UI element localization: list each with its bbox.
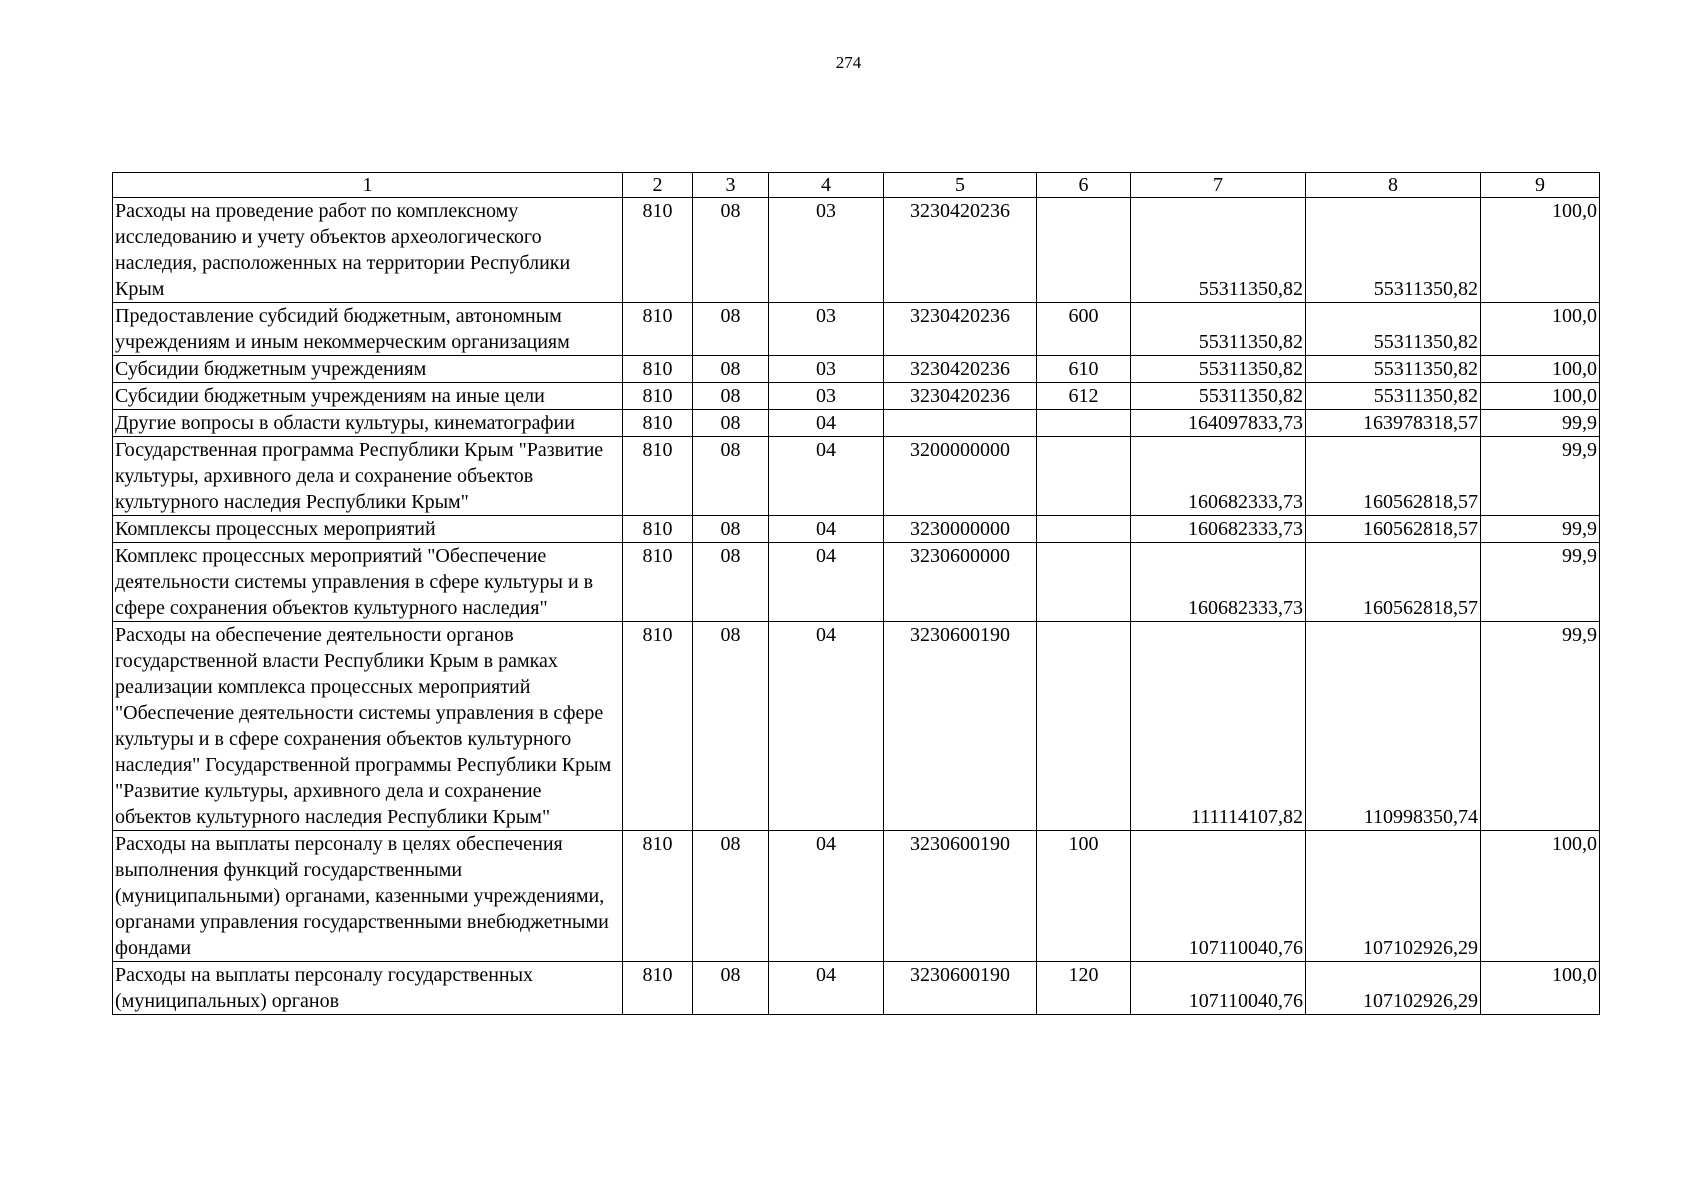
target-article-cell: 3230420236 xyxy=(884,198,1037,303)
actual-amount-cell: 107102926,29 xyxy=(1306,831,1481,962)
section-code-cell: 08 xyxy=(693,543,769,622)
execution-percent-cell: 99,9 xyxy=(1481,622,1600,831)
planned-amount-cell: 55311350,82 xyxy=(1131,383,1306,410)
grbs-code-cell: 810 xyxy=(623,516,693,543)
grbs-code-cell: 810 xyxy=(623,831,693,962)
grbs-code-cell: 810 xyxy=(623,543,693,622)
target-article-cell: 3230000000 xyxy=(884,516,1037,543)
table-row xyxy=(113,383,1600,410)
target-article-cell: 3230420236 xyxy=(884,383,1037,410)
budget-table xyxy=(112,172,1600,1015)
expense-name-cell: Государственная программа Республики Крым "Развитие культуры, архивного дела и сохранение объектов культурного наследия Республики Крым" xyxy=(113,437,623,516)
execution-percent-cell: 99,9 xyxy=(1481,516,1600,543)
target-article-cell: 3230420236 xyxy=(884,356,1037,383)
planned-amount-cell: 107110040,76 xyxy=(1131,831,1306,962)
actual-amount-cell: 55311350,82 xyxy=(1306,198,1481,303)
grbs-code-cell: 810 xyxy=(623,356,693,383)
section-code-cell: 08 xyxy=(693,622,769,831)
expense-type-cell: 612 xyxy=(1037,383,1131,410)
table-header-row xyxy=(113,173,1600,198)
expense-type-cell xyxy=(1037,437,1131,516)
subsection-code-cell: 04 xyxy=(769,622,884,831)
table-row xyxy=(113,410,1600,437)
subsection-code-cell: 04 xyxy=(769,410,884,437)
subsection-code-cell: 03 xyxy=(769,383,884,410)
expense-type-cell xyxy=(1037,410,1131,437)
execution-percent-cell: 100,0 xyxy=(1481,962,1600,1015)
actual-amount-cell: 55311350,82 xyxy=(1306,383,1481,410)
planned-amount-cell: 160682333,73 xyxy=(1131,543,1306,622)
actual-amount-cell: 55311350,82 xyxy=(1306,303,1481,356)
execution-percent-cell: 100,0 xyxy=(1481,303,1600,356)
subsection-code-cell: 04 xyxy=(769,543,884,622)
grbs-code-cell: 810 xyxy=(623,303,693,356)
expense-name-cell: Расходы на обеспечение деятельности органов государственной власти Республики Крым в рамках реализации комплекса процессных мероприятий "Обеспечение деятельности системы управления в сфере культуры и в сфере сохранения объектов культурного наследия" Государственной программы Республики Крым "Развитие культуры, архивного дела и сохранение объектов культурного наследия Республики Крым" xyxy=(113,622,623,831)
section-code-cell: 08 xyxy=(693,437,769,516)
grbs-code-cell: 810 xyxy=(623,383,693,410)
section-code-cell: 08 xyxy=(693,831,769,962)
header-col-9: 9 xyxy=(1481,173,1600,198)
table-row xyxy=(113,437,1600,516)
planned-amount-cell: 160682333,73 xyxy=(1131,516,1306,543)
header-col-7: 7 xyxy=(1131,173,1306,198)
header-col-8: 8 xyxy=(1306,173,1481,198)
actual-amount-cell: 160562818,57 xyxy=(1306,437,1481,516)
section-code-cell: 08 xyxy=(693,356,769,383)
section-code-cell: 08 xyxy=(693,516,769,543)
table-row xyxy=(113,356,1600,383)
expense-name-cell: Комплекс процессных мероприятий "Обеспечение деятельности системы управления в сфере культуры и в сфере сохранения объектов культурного наследия" xyxy=(113,543,623,622)
subsection-code-cell: 04 xyxy=(769,962,884,1015)
table-row xyxy=(113,198,1600,303)
table-row xyxy=(113,831,1600,962)
subsection-code-cell: 04 xyxy=(769,831,884,962)
subsection-code-cell: 03 xyxy=(769,303,884,356)
grbs-code-cell: 810 xyxy=(623,410,693,437)
header-col-1: 1 xyxy=(113,173,623,198)
section-code-cell: 08 xyxy=(693,383,769,410)
grbs-code-cell: 810 xyxy=(623,198,693,303)
grbs-code-cell: 810 xyxy=(623,962,693,1015)
expense-type-cell: 600 xyxy=(1037,303,1131,356)
actual-amount-cell: 110998350,74 xyxy=(1306,622,1481,831)
target-article-cell: 3230600190 xyxy=(884,622,1037,831)
actual-amount-cell: 160562818,57 xyxy=(1306,543,1481,622)
expense-name-cell: Предоставление субсидий бюджетным, автономным учреждениям и иным некоммерческим организациям xyxy=(113,303,623,356)
table-row xyxy=(113,962,1600,1015)
execution-percent-cell: 100,0 xyxy=(1481,383,1600,410)
expense-name-cell: Расходы на проведение работ по комплексному исследованию и учету объектов археологического наследия, расположенных на территории Республики Крым xyxy=(113,198,623,303)
target-article-cell: 3230600190 xyxy=(884,831,1037,962)
actual-amount-cell: 160562818,57 xyxy=(1306,516,1481,543)
expense-name-cell: Другие вопросы в области культуры, кинематографии xyxy=(113,410,623,437)
expense-type-cell: 610 xyxy=(1037,356,1131,383)
header-col-4: 4 xyxy=(769,173,884,198)
planned-amount-cell: 55311350,82 xyxy=(1131,303,1306,356)
header-col-5: 5 xyxy=(884,173,1037,198)
target-article-cell: 3230420236 xyxy=(884,303,1037,356)
header-col-6: 6 xyxy=(1037,173,1131,198)
target-article-cell: 3230600000 xyxy=(884,543,1037,622)
grbs-code-cell: 810 xyxy=(623,622,693,831)
table-row xyxy=(113,303,1600,356)
planned-amount-cell: 160682333,73 xyxy=(1131,437,1306,516)
expense-type-cell xyxy=(1037,516,1131,543)
expense-name-cell: Комплексы процессных мероприятий xyxy=(113,516,623,543)
actual-amount-cell: 55311350,82 xyxy=(1306,356,1481,383)
expense-type-cell xyxy=(1037,622,1131,831)
planned-amount-cell: 55311350,82 xyxy=(1131,356,1306,383)
section-code-cell: 08 xyxy=(693,303,769,356)
section-code-cell: 08 xyxy=(693,962,769,1015)
section-code-cell: 08 xyxy=(693,410,769,437)
target-article-cell: 3200000000 xyxy=(884,437,1037,516)
header-col-3: 3 xyxy=(693,173,769,198)
planned-amount-cell: 164097833,73 xyxy=(1131,410,1306,437)
target-article-cell: 3230600190 xyxy=(884,962,1037,1015)
page-number: 274 xyxy=(835,53,862,72)
section-code-cell: 08 xyxy=(693,198,769,303)
header-col-2: 2 xyxy=(623,173,693,198)
table-row xyxy=(113,543,1600,622)
execution-percent-cell: 99,9 xyxy=(1481,543,1600,622)
subsection-code-cell: 04 xyxy=(769,437,884,516)
subsection-code-cell: 04 xyxy=(769,516,884,543)
execution-percent-cell: 100,0 xyxy=(1481,198,1600,303)
actual-amount-cell: 163978318,57 xyxy=(1306,410,1481,437)
expense-name-cell: Субсидии бюджетным учреждениям xyxy=(113,356,623,383)
subsection-code-cell: 03 xyxy=(769,198,884,303)
planned-amount-cell: 107110040,76 xyxy=(1131,962,1306,1015)
planned-amount-cell: 111114107,82 xyxy=(1131,622,1306,831)
expense-type-cell: 100 xyxy=(1037,831,1131,962)
execution-percent-cell: 99,9 xyxy=(1481,410,1600,437)
expense-type-cell: 120 xyxy=(1037,962,1131,1015)
expense-type-cell xyxy=(1037,198,1131,303)
execution-percent-cell: 100,0 xyxy=(1481,831,1600,962)
table-row xyxy=(113,622,1600,831)
expense-type-cell xyxy=(1037,543,1131,622)
actual-amount-cell: 107102926,29 xyxy=(1306,962,1481,1015)
expense-name-cell: Расходы на выплаты персоналу государственных (муниципальных) органов xyxy=(113,962,623,1015)
subsection-code-cell: 03 xyxy=(769,356,884,383)
execution-percent-cell: 100,0 xyxy=(1481,356,1600,383)
table-row xyxy=(113,516,1600,543)
grbs-code-cell: 810 xyxy=(623,437,693,516)
target-article-cell xyxy=(884,410,1037,437)
planned-amount-cell: 55311350,82 xyxy=(1131,198,1306,303)
expense-name-cell: Субсидии бюджетным учреждениям на иные цели xyxy=(113,383,623,410)
execution-percent-cell: 99,9 xyxy=(1481,437,1600,516)
expense-name-cell: Расходы на выплаты персоналу в целях обеспечения выполнения функций государственными (муниципальными) органами, казенными учреждениями, органами управления государственными внебюджетными фондами xyxy=(113,831,623,962)
